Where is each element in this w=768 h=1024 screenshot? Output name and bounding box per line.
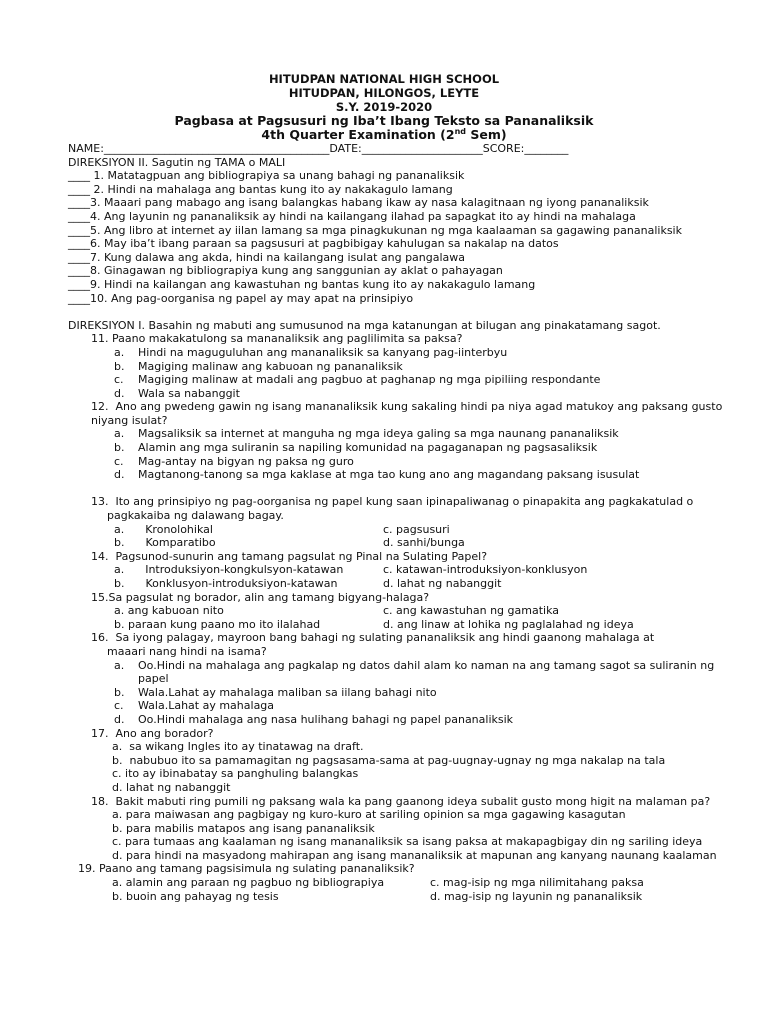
tf-item-7: ____7. Kung dalawa ang akda, hindi na kailangang isulat ang pangalawa: [68, 250, 466, 264]
q14-option-a: a. Introduksiyon-kongkulsyon-katawan: [114, 563, 344, 577]
tf-item-2: ____ 2. Hindi na mahalaga ang bantas kung ito ay nakakagulo lamang: [68, 182, 453, 196]
question-14: 14. Pagsunod-sunurin ang tamang pagsulat ng Pinal na Sulating Papel?: [91, 549, 488, 563]
question-15: 15.Sa pagsulat ng borador, alin ang tamang bigyang-halaga?: [91, 590, 430, 604]
school-name: HITUDPAN NATIONAL HIGH SCHOOL: [268, 72, 500, 86]
q13-option-d: d. sanhi/bunga: [383, 536, 465, 550]
question-18: 18. Bakit mabuti ring pumili ng paksang wala ka pang gaanong ideya subalit gusto mong higit na malaman pa?: [91, 794, 711, 808]
q11-option-b: b. Magiging malinaw ang kabuoan ng pananaliksik: [114, 359, 403, 373]
question-13: 13. Ito ang prinsipiyo ng pag-oorganisa ng papel kung saan ipinapaliwanag o pinapakita ang pagkakatulad o: [91, 495, 694, 509]
q15-options-row-2: [0, 618, 768, 632]
question-11: 11. Paano makakatulong sa mananaliksik ang paglilimita sa paksa?: [91, 332, 463, 346]
q13-option-a: a. Kronolohikal: [114, 522, 213, 536]
tf-item-8: ____8. Ginagawan ng bibliograpiya kung ang sanggunian ay aklat o pahayagan: [68, 264, 503, 278]
q11-option-d: d. Wala sa nabanggit: [114, 386, 240, 400]
q13-option-c: c. pagsusuri: [383, 522, 450, 536]
tf-item-9: ____9. Hindi na kailangan ang kawastuhan ng bantas kung ito ay nakakagulo lamang: [68, 277, 536, 291]
q17-option-c: c. ito ay ibinabatay sa panghuling balangkas: [112, 767, 359, 781]
q19-option-a: a. alamin ang paraan ng pagbuo ng bibliograpiya: [112, 876, 385, 890]
tf-item-10: ____10. Ang pag-oorganisa ng papel ay may apat na prinsipiyo: [68, 291, 414, 305]
q14-options-row-2: [0, 577, 768, 591]
q16-option-b: b. Wala.Lahat ay mahalaga maliban sa iilang bahagi nito: [114, 685, 437, 699]
q13-options-row-1: [0, 523, 768, 537]
school-year: S.Y. 2019-2020: [335, 100, 433, 114]
q13-options-row-2: [0, 536, 768, 550]
q19-option-b: b. buoin ang pahayag ng tesis: [112, 889, 279, 903]
q16-option-c: c. Wala.Lahat ay mahalaga: [114, 699, 275, 713]
q12-option-c: c. Mag-antay na bigyan ng paksa ng guro: [114, 454, 354, 468]
tf-item-5: ____5. Ang libro at internet ay iilan lamang sa mga pinagkukunan ng mga kaalaaman sa gagawing pananaliksik: [68, 223, 682, 237]
q18-option-d: d. para hindi na masyadong mahirapan ang isang mananaliksik at mapunan ang kanyang naunang kaalaman: [112, 848, 717, 862]
q12-option-b: b. Alamin ang mga suliranin sa napiling komunidad na pagaganapan ng pagsasaliksik: [114, 441, 598, 455]
q16-option-d: d. Oo.Hindi mahalaga ang nasa hulihang bahagi ng papel pananaliksik: [114, 712, 514, 726]
exam-title: 4th Quarter Examination (2nd Sem): [261, 126, 507, 142]
q14-option-c: c. katawan-introduksiyon-konklusyon: [383, 563, 588, 577]
q19-options-row-1: [0, 876, 768, 890]
q16-option-a-cont: papel: [138, 672, 169, 686]
q18-option-c: c. para tumaas ang kaalaman ng isang mananaliksik sa isang paksa at makapagbigay din ng sariling ideya: [112, 835, 703, 849]
q14-option-b: b. Konklusyon-introduksiyon-katawan: [114, 577, 338, 590]
q19-options-row-2: [0, 890, 768, 904]
q15-option-c: c. ang kawastuhan ng gamatika: [383, 604, 559, 618]
q14-option-d: d. lahat ng nabanggit: [383, 577, 502, 590]
question-19: 19. Paano ang tamang pagsisimula ng sulating pananaliksik?: [78, 862, 415, 876]
question-13-cont: pagkakaiba ng dalawang bagay.: [107, 509, 284, 523]
question-16: 16. Sa iyong palagay, mayroon bang bahagi ng sulating pananaliksik ang hindi gaanong mahalaga at: [91, 631, 655, 645]
q19-option-c: c. mag-isip ng mga nilimitahang paksa: [430, 876, 644, 890]
tf-item-3: ____3. Maaari pang mabago ang isang balangkas habang ikaw ay nasa kalagitnaan ng iyong pananaliksik: [68, 196, 649, 210]
school-address: HITUDPAN, HILONGOS, LEYTE: [288, 86, 480, 100]
question-17: 17. Ano ang borador?: [91, 726, 214, 740]
q15-option-d: d. ang linaw at lohika ng paglalahad ng ideya: [383, 617, 634, 631]
q14-options-row-1: [0, 563, 768, 577]
q18-option-b: b. para mabilis matapos ang isang pananaliksik: [112, 821, 375, 835]
q11-option-c: c. Magiging malinaw at madali ang pagbuo at paghanap ng mga pipiliing respondante: [114, 373, 601, 387]
tf-item-6: ____6. May iba’t ibang paraan sa pagsusuri at pagbibigay kahulugan sa nakalap na datos: [68, 237, 559, 251]
tf-item-4: ____4. Ang layunin ng pananaliksik ay hindi na kailangang ilahad pa sapagkat ito ay hindi na mahalaga: [68, 209, 636, 223]
subject-title: Pagbasa at Pagsusuri ng Iba’t Ibang Teksto sa Pananaliksik: [174, 113, 594, 128]
q11-option-a: a. Hindi na maguguluhan ang mananaliksik sa kanyang pag-iinterbyu: [114, 345, 508, 359]
section2-direction: DIREKSIYON II. Sagutin ng TAMA o MALI: [68, 155, 286, 169]
q18-option-a: a. para maiwasan ang pagbigay ng kuro-kuro at sariling opinion sa mga gagawing kasagutan: [112, 808, 626, 822]
q15-option-a: a. ang kabuoan nito: [114, 604, 224, 618]
q15-option-b: b. paraan kung paano mo ito ilalahad: [114, 617, 321, 631]
q16-option-a: a. Oo.Hindi na mahalaga ang pagkalap ng datos dahil alam ko naman na ang tamang sagot sa suliranin ng: [114, 658, 715, 672]
q17-option-b: b. nabubuo ito sa pamamagitan ng pagsasama-sama at pag-uugnay-ugnay ng mga nakalap na tala: [112, 753, 666, 767]
q19-option-d: d. mag-isip ng layunin ng pananaliksik: [430, 889, 643, 903]
section1-direction: DIREKSIYON I. Basahin ng mabuti ang sumusunod na mga katanungan at bilugan ang pinakatamang sagot.: [68, 318, 661, 332]
q13-option-b: b. Komparatibo: [114, 536, 216, 550]
name-date-score-line: NAME:_________________________________________DATE:______________________SCORE:________: [68, 142, 569, 155]
tf-item-1: ____ 1. Matatagpuan ang bibliograpiya sa unang bahagi ng pananaliksik: [68, 169, 465, 183]
question-16-cont: maaari nang hindi na isama?: [107, 644, 267, 658]
q17-option-a: a. sa wikang Ingles ito ay tinatawag na draft.: [112, 740, 364, 754]
q15-options-row-1: [0, 604, 768, 618]
question-12-cont: niyang isulat?: [91, 413, 168, 427]
q12-option-d: d. Magtanong-tanong sa mga kaklase at mga tao kung ano ang magandang paksang isusulat: [114, 468, 640, 482]
q12-option-a: a. Magsaliksik sa internet at manguha ng mga ideya galing sa mga naunang pananaliksik: [114, 427, 619, 441]
q17-option-d: d. lahat ng nabanggit: [112, 780, 231, 794]
question-12: 12. Ano ang pwedeng gawin ng isang mananaliksik kung sakaling hindi pa niya agad matukoy ang paksang gusto: [91, 400, 723, 414]
